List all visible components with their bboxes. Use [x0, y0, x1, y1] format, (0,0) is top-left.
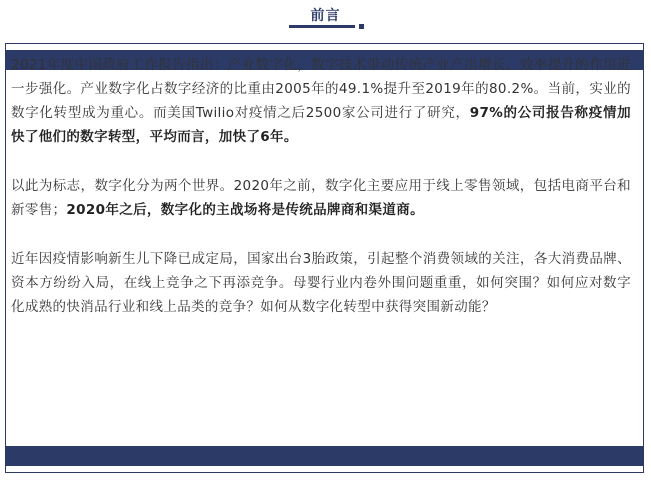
paragraph-2-highlight: 2020年之后，数字化的主战场将是传统品牌商和渠道商。: [66, 202, 424, 218]
section-title: 前言: [310, 8, 341, 24]
paragraph-2: [11, 174, 631, 222]
title-underline: [289, 25, 355, 28]
paragraph-1-highlight: 97%的公司报告称疫情加快了他们的数字转型，平均而言，加快了6年。: [11, 105, 632, 145]
paragraph-3: [11, 247, 631, 319]
paragraph-1: [11, 53, 631, 149]
article-body: [11, 53, 631, 344]
paragraph-3-text: 近年因疫情影响新生儿下降已成定局，国家出台3胎政策，引起整个消费领域的关注，各大消费品牌、资本方纷纷入局，在线上竞争之下再添竞争。母婴行业内卷外围问题重重，如何突围？如何应对数字化成熟的快消品行业和线上品类的竞争？如何从数字化转型中获得突围新动能？: [11, 251, 631, 315]
bottom-decorative-band: [6, 446, 643, 466]
paragraph-2-text: 以此为标志，数字化分为两个世界。2020年之前，数字化主要应用于线上零售领域，包括电商平台和新零售；: [11, 178, 631, 218]
paragraph-1-text: 2021年度中国政府工作报告指出：产业数字化，数字技术带动传统产业产出增长、效率提升的作用进一步强化。产业数字化占数字经济的比重由2005年的49.1%提升至2019年的80.2%。当前，实业的数字化转型成为重心。而美国Twilio对疫情之后2500家公司进行了研究，: [11, 57, 631, 121]
title-underline-dot: [359, 24, 364, 29]
section-header: [0, 0, 651, 36]
